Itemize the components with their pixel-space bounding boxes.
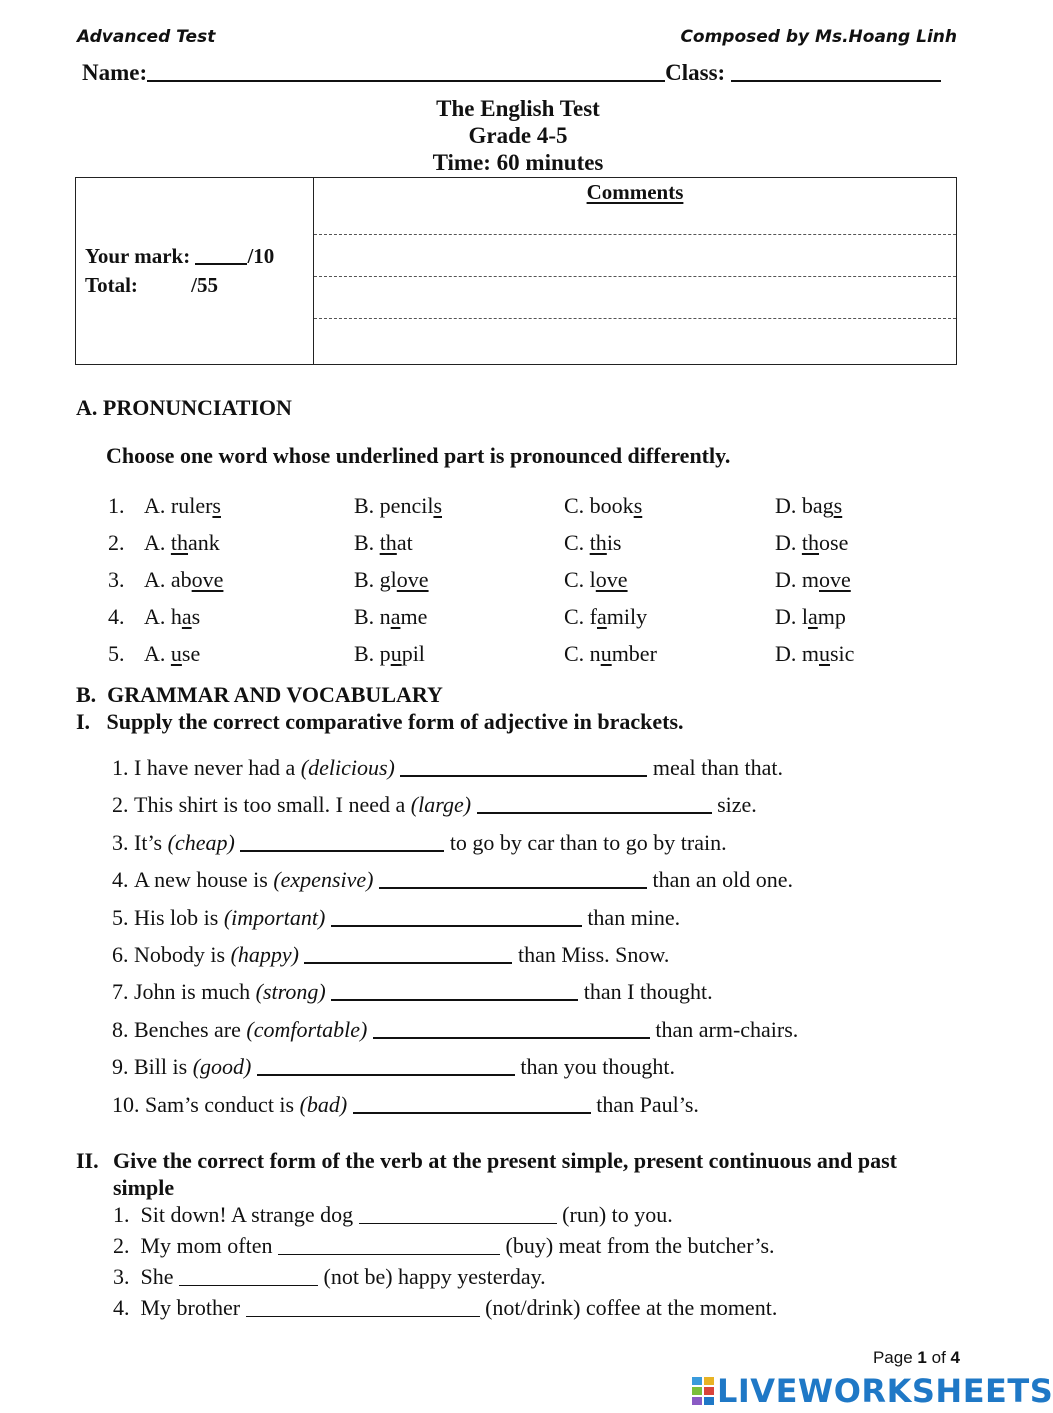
option-text: B. gl — [354, 567, 397, 592]
sentence-text: Nobody is — [134, 942, 231, 967]
comparative-item — [112, 867, 793, 893]
sentence-text: (buy) meat from the butcher’s. — [500, 1233, 775, 1258]
sentence-text: than mine. — [581, 904, 681, 930]
your-mark-line — [85, 242, 313, 271]
option-text: C. n — [564, 641, 601, 666]
underlined-part: ove — [819, 567, 851, 592]
page-number: 1 — [917, 1348, 927, 1367]
adjective-hint: (large) — [410, 792, 472, 818]
pron-option[interactable] — [354, 530, 413, 556]
option-text: me — [400, 604, 428, 629]
pron-item-number: 3. — [108, 567, 125, 592]
pron-option[interactable] — [775, 567, 851, 593]
pron-option[interactable] — [775, 604, 846, 630]
option-text: mber — [611, 641, 657, 666]
option-text: B. n — [354, 604, 391, 629]
sentence-text: than I thought. — [578, 979, 713, 1005]
part-ii-num: II. — [76, 1148, 99, 1173]
sentence-text: Bill is — [134, 1054, 193, 1080]
sentence-text: It’s — [134, 829, 168, 855]
pron-option[interactable] — [564, 604, 647, 630]
option-text: A. — [144, 530, 171, 555]
sentence-text: She — [140, 1264, 179, 1289]
underlined-part: s — [433, 493, 442, 518]
sentence-text: My mom often — [140, 1233, 278, 1258]
option-text: is — [606, 530, 622, 555]
sentence-text: than arm-chairs. — [649, 1016, 799, 1042]
option-text: ank — [188, 530, 220, 555]
item-number: 6. — [112, 942, 129, 967]
item-number: 7. — [112, 979, 129, 1005]
answer-blank[interactable] — [278, 1254, 500, 1255]
answer-blank[interactable] — [379, 887, 647, 889]
option-text: B. pencil — [354, 493, 434, 518]
comparative-item — [112, 1092, 699, 1118]
page-indicator — [873, 1348, 960, 1368]
item-number: 5. — [112, 904, 129, 930]
underlined-part: ove — [595, 567, 628, 592]
pron-option[interactable] — [354, 604, 427, 630]
comments-cell — [314, 178, 957, 365]
item-number: 2. — [113, 1233, 130, 1258]
option-text: D. m — [775, 567, 819, 592]
underlined-part: ove — [191, 567, 224, 592]
name-class-line — [82, 60, 941, 86]
underlined-part: s — [633, 493, 643, 518]
option-text: pil — [401, 641, 425, 666]
option-text: B. — [354, 530, 380, 555]
answer-blank[interactable] — [246, 1316, 480, 1317]
option-text: se — [181, 641, 201, 666]
header-left: Advanced Test — [77, 27, 216, 47]
class-label: Class: — [665, 60, 726, 85]
item-number: 10. — [112, 1091, 140, 1117]
sentence-text: to go by car than to go by train. — [444, 829, 727, 855]
sentence-text: than you thought. — [514, 1054, 675, 1080]
underlined-part: u — [170, 641, 182, 666]
option-text: C. l — [564, 567, 596, 592]
pron-option[interactable] — [775, 530, 848, 556]
class-blank[interactable] — [731, 80, 941, 82]
option-text: A. — [144, 641, 171, 666]
option-text: ose — [819, 530, 849, 555]
comparative-item — [112, 1054, 675, 1080]
option-text: A. ab — [144, 567, 192, 592]
adjective-hint: (important) — [223, 904, 326, 930]
pron-item-number: 2. — [108, 530, 125, 555]
adjective-hint: (cheap) — [167, 829, 235, 855]
pron-option[interactable] — [564, 641, 657, 667]
comments-label: Comments — [586, 180, 684, 204]
option-text: D. — [775, 530, 802, 555]
comparative-item — [112, 942, 669, 968]
pron-option[interactable] — [144, 641, 200, 667]
item-number: 3. — [112, 829, 129, 855]
answer-blank[interactable] — [304, 962, 512, 964]
comparative-item — [112, 755, 783, 781]
underlined-part: u — [600, 641, 612, 666]
comment-line[interactable] — [314, 276, 956, 318]
verb-item — [113, 1202, 673, 1228]
sentence-text: (run) to you. — [556, 1202, 673, 1227]
sentence-text: than Paul’s. — [590, 1091, 699, 1117]
option-text: B. p — [354, 641, 391, 666]
item-number: 4. — [112, 867, 129, 893]
adjective-hint: (bad) — [299, 1091, 348, 1117]
section-a-heading: A. PRONUNCIATION — [76, 395, 292, 420]
underlined-part: u — [390, 641, 402, 666]
underlined-part: s — [212, 493, 221, 518]
page-word: Page — [872, 1348, 913, 1367]
answer-blank[interactable] — [179, 1285, 318, 1286]
part-i-heading: I. Supply the correct comparative form of adjective in brackets. — [76, 709, 684, 734]
option-text: C. — [564, 530, 590, 555]
test-title: The English Test — [436, 96, 600, 121]
sentence-text: size. — [711, 792, 757, 818]
answer-blank[interactable] — [353, 1112, 591, 1114]
sentence-text: than Miss. Snow. — [512, 942, 670, 967]
sentence-text: I have never had a — [134, 755, 301, 780]
underlined-part: u — [819, 641, 830, 666]
option-text: C. book — [564, 493, 634, 518]
item-number: 2. — [112, 792, 129, 818]
item-number: 4. — [113, 1295, 130, 1320]
pron-item-number: 5. — [108, 641, 125, 666]
verb-item — [113, 1264, 546, 1290]
adjective-hint: (delicious) — [300, 755, 395, 780]
total-suffix: /55 — [191, 273, 218, 297]
total-line — [85, 271, 313, 300]
comparative-item — [112, 979, 713, 1005]
pron-option[interactable] — [144, 604, 200, 630]
answer-blank[interactable] — [373, 1037, 650, 1039]
item-number: 3. — [113, 1264, 130, 1289]
pron-item-number: 1. — [108, 493, 125, 518]
option-text: at — [396, 530, 413, 555]
option-text: s — [191, 604, 201, 629]
part-ii-heading: Give the correct form of the verb at the present simple, present continuous and past — [113, 1148, 897, 1173]
name-label: Name: — [82, 60, 148, 85]
adjective-hint: (expensive) — [273, 867, 374, 893]
pron-item-number: 4. — [108, 604, 125, 629]
item-number: 8. — [112, 1016, 129, 1042]
verb-item — [113, 1233, 775, 1259]
option-text: sic — [830, 641, 855, 666]
adjective-hint: (comfortable) — [246, 1016, 368, 1042]
liveworksheets-logo[interactable] — [692, 1372, 1053, 1410]
pron-option[interactable] — [564, 567, 628, 593]
section-b-heading: B. GRAMMAR AND VOCABULARY — [76, 682, 443, 707]
underlined-part: a — [181, 604, 192, 629]
underlined-part: th — [589, 530, 607, 555]
answer-blank[interactable] — [359, 1223, 557, 1224]
sentence-text: His lob is — [134, 904, 224, 930]
pron-option[interactable] — [354, 567, 429, 593]
item-number: 1. — [113, 1202, 130, 1227]
adjective-hint: (happy) — [230, 942, 299, 967]
pron-option[interactable] — [144, 567, 223, 593]
option-text: A. h — [144, 604, 182, 629]
answer-blank[interactable] — [400, 775, 647, 777]
pron-option[interactable] — [564, 493, 642, 519]
answer-blank[interactable] — [257, 1074, 515, 1076]
underlined-part: a — [808, 604, 818, 629]
underlined-part: a — [390, 604, 401, 629]
pron-option[interactable] — [564, 530, 622, 556]
sentence-text: A new house is — [134, 867, 274, 893]
header-right: Composed by Ms.Hoang Linh — [680, 27, 957, 47]
underlined-part: ove — [396, 567, 429, 592]
comment-line[interactable] — [314, 318, 956, 361]
part-ii-heading-cont: simple — [113, 1175, 175, 1200]
sentence-text: Sam’s conduct is — [145, 1091, 300, 1117]
option-text: A. ruler — [144, 493, 213, 518]
answer-blank[interactable] — [477, 812, 712, 814]
pron-option[interactable] — [144, 530, 220, 556]
of-word: of — [931, 1348, 946, 1367]
item-number: 1. — [112, 755, 129, 780]
adjective-hint: (strong) — [255, 979, 326, 1005]
option-text: mp — [817, 604, 846, 629]
comparative-item — [112, 1017, 798, 1043]
sentence-text: than an old one. — [646, 867, 794, 893]
sentence-text: (not be) happy yesterday. — [318, 1264, 546, 1289]
comment-line[interactable] — [314, 234, 956, 276]
answer-blank[interactable] — [240, 850, 444, 852]
sentence-text: Benches are — [134, 1016, 247, 1042]
test-time: Time: 60 minutes — [432, 150, 604, 175]
logo-icon — [692, 1377, 714, 1405]
pron-option[interactable] — [775, 493, 842, 519]
answer-blank[interactable] — [331, 925, 582, 927]
pron-option[interactable] — [354, 493, 442, 519]
comparative-item — [112, 792, 757, 818]
answer-blank[interactable] — [331, 999, 578, 1001]
sentence-text: (not/drink) coffee at the moment. — [479, 1295, 778, 1320]
option-text: D. l — [775, 604, 808, 629]
sentence-text: This shirt is too small. I need a — [134, 792, 411, 818]
pron-option[interactable] — [354, 641, 425, 667]
test-grade: Grade 4-5 — [468, 123, 568, 148]
option-text: D. m — [775, 641, 819, 666]
option-text: mily — [606, 604, 648, 629]
underlined-part: th — [170, 530, 189, 555]
mark-suffix: /10 — [247, 244, 275, 268]
pron-option[interactable] — [144, 493, 221, 519]
sentence-text: My brother — [140, 1295, 246, 1320]
sentence-text: Sit down! A strange dog — [140, 1202, 359, 1227]
underlined-part: th — [801, 530, 820, 555]
sentence-text: meal than that. — [647, 755, 783, 780]
comment-lines[interactable] — [314, 234, 956, 361]
item-number: 9. — [112, 1054, 129, 1080]
underlined-part: s — [833, 493, 843, 518]
comparative-item — [112, 905, 680, 931]
sentence-text: John is much — [134, 979, 256, 1005]
option-text: D. bag — [775, 493, 834, 518]
option-text: C. f — [564, 604, 597, 629]
page-total: 4 — [950, 1348, 960, 1367]
section-a-instruction: Choose one word whose underlined part is pronounced differently. — [106, 443, 731, 468]
mark-label: Your mark: — [85, 244, 191, 268]
mark-cell — [76, 178, 314, 365]
mark-comment-box — [75, 177, 957, 365]
underlined-part: a — [597, 604, 607, 629]
comparative-item — [112, 830, 727, 856]
total-label: Total: — [85, 273, 138, 297]
pron-option[interactable] — [775, 641, 854, 667]
name-blank[interactable] — [147, 80, 665, 82]
underlined-part: th — [379, 530, 397, 555]
verb-item — [113, 1295, 777, 1321]
logo-text: LIVEWORKSHEETS — [717, 1372, 1053, 1410]
mark-blank[interactable] — [195, 263, 247, 265]
adjective-hint: (good) — [192, 1054, 252, 1080]
